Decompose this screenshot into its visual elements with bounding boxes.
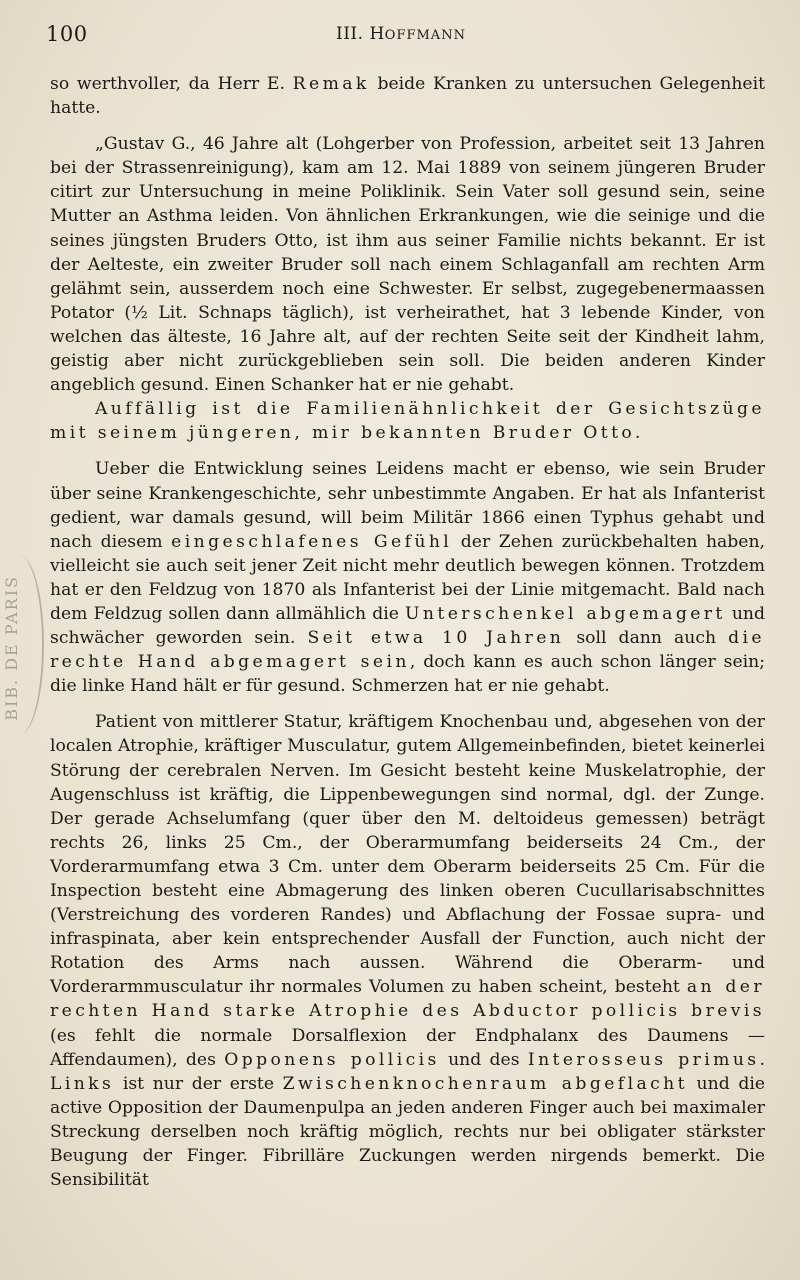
library-stamp xyxy=(0,555,44,735)
page-number: 100 xyxy=(46,22,88,46)
running-head-numeral: III. xyxy=(336,24,364,44)
text-run: (es fehlt die normale Dorsalflexion der Endphalanx des Daumens — Affendaumen), des xyxy=(50,1025,765,1070)
emphasis-text: Links xyxy=(50,1073,115,1094)
text-run: . xyxy=(759,1049,765,1070)
emphasis-text: Opponens pollicis xyxy=(224,1049,440,1070)
paragraph-development xyxy=(50,457,765,698)
emphasis-text: an der rechten Hand starke Atrophie des Abductor pollicis brevis xyxy=(50,977,765,1022)
emphasis-text: eingeschlafenes Gefühl xyxy=(171,531,453,552)
emphasis-text: Unterschenkel abgemagert xyxy=(405,603,726,624)
text-run: beide Kranken zu untersuchen Gelegenheit hatte. xyxy=(50,74,765,119)
emphasis-name: Remak xyxy=(292,74,370,94)
running-head-name-rest: OFFMANN xyxy=(384,28,466,43)
text-run: Ueber die Entwicklung seines Leidens macht er ebenso, wie sein Bruder über seine Krankengeschichte, sehr unbestimmte Angaben. Er hat als Infanterist gedient, war damals gesund, will beim Militär 1866 einen Typhus gehabt und nach diesem xyxy=(50,459,765,552)
paragraph-continuation xyxy=(50,72,765,120)
paragraph-family-resemblance: Auffällig ist die Familienähnlichkeit der Gesichtszüge mit seinem jüngeren, mir bekannten Bruder Otto. xyxy=(50,399,765,444)
emphasis-text: die rechte Hand abgemagert sein xyxy=(50,628,765,673)
text-run: soll dann auch xyxy=(564,628,729,649)
text-run: so werthvoller, da Herr E. xyxy=(50,74,293,94)
text-run: der Zehen zurückbehalten haben, vielleicht sie auch seit jener Zeit nicht mehr deutlich bewegen können. Trotzdem hat er den Feldzug von 1870 als Infanterist bei der Linie mitgemacht. Bald nach dem Feldzug sollen dann allmählich die xyxy=(50,531,765,624)
library-stamp-text: BIB. DE PARIS xyxy=(2,575,21,721)
page-body xyxy=(50,72,765,1192)
text-run: Patient von mittlerer Statur, kräftigem Knochenbau und, abgesehen von der localen Atrophie, kräftiger Musculatur, gutem Allgemeinbefinden, bietet keinerlei Störung der cerebralen Nerven. Im Gesicht besteht keine Muskelatrophie, der Augenschluss ist kräftig, die Lippenbewegungen sind normal, dgl. der Zunge. Der gerade Achselumfang (quer über den M. deltoideus gemessen) beträgt rechts 26, links 25 Cm., der Oberarmumfang beiderseits 24 Cm., der Vorderarmumfang etwa 3 Cm. unter dem Oberarm beiderseits 25 Cm. Für die Inspection besteht eine Abmagerung des linken oberen Cucullarisabschnittes (Verstreichung des vorderen Randes) und Abflachung der Fossae supra- und infraspinata, aber kein entsprechender Ausfall der Function, auch nicht der Rotation des Arms nach aussen. Während die Oberarm- und Vorderarmmusculatur ihr normales Volumen zu haben scheint, besteht xyxy=(50,712,765,998)
text-run: und des xyxy=(439,1049,528,1070)
running-head xyxy=(336,24,466,44)
emphasis-text: Interosseus primus xyxy=(527,1049,760,1070)
text-run: , doch kann es auch schon länger sein; die linke Hand hält er für gesund. Schmerzen hat er nie gehabt. xyxy=(50,652,765,697)
page-header xyxy=(46,22,760,50)
running-head-name-initial: H xyxy=(369,24,385,44)
paragraph-examination xyxy=(50,710,765,1192)
text-run: ist nur der erste xyxy=(114,1073,283,1094)
text-run: und die active Opposition der Daumenpulpa an jeden anderen Finger auch bei maximaler Streckung derselben noch kräftig möglich, rechts nur bei obligater stärkster Beugung der Finger. Fibrilläre Zuckungen werden nirgends bemerkt. Die Sensibilität xyxy=(50,1073,765,1191)
paragraph-case-history: „Gustav G., 46 Jahre alt (Lohgerber von Profession, arbeitet seit 13 Jahren bei der Strassenreinigung), kam am 12. Mai 1889 von seinem jüngeren Bruder citirt zur Untersuchung in meine Poliklinik. Sein Vater soll gesund sein, seine Mutter an Asthma leiden. Von ähnlichen Erkrankungen, wie die seinige und die seines jüngsten Bruders Otto, ist ihm aus seiner Familie nichts bekannt. Er ist der Aelteste, ein zweiter Bruder soll nach einem Schlaganfall am rechten Arm gelähmt sein, ausserdem noch eine Schwester. Er selbst, zugegebenermaassen Potator (½ Lit. Schnaps täglich), ist verheirathet, hat 3 lebende Kinder, von welchen das älteste, 16 Jahre alt, auf der rechten Seite seit der Kindheit lahm, geistig aber nicht zurückgeblieben sein soll. Die beiden anderen Kinder angeblich gesund. Einen Schanker hat er nie gehabt. xyxy=(50,134,765,396)
emphasis-text: Zwischenknochenraum abgeflacht xyxy=(282,1073,688,1094)
emphasis-text: Seit etwa 10 Jahren xyxy=(307,628,565,649)
text-run: und schwächer geworden sein. xyxy=(50,603,765,649)
